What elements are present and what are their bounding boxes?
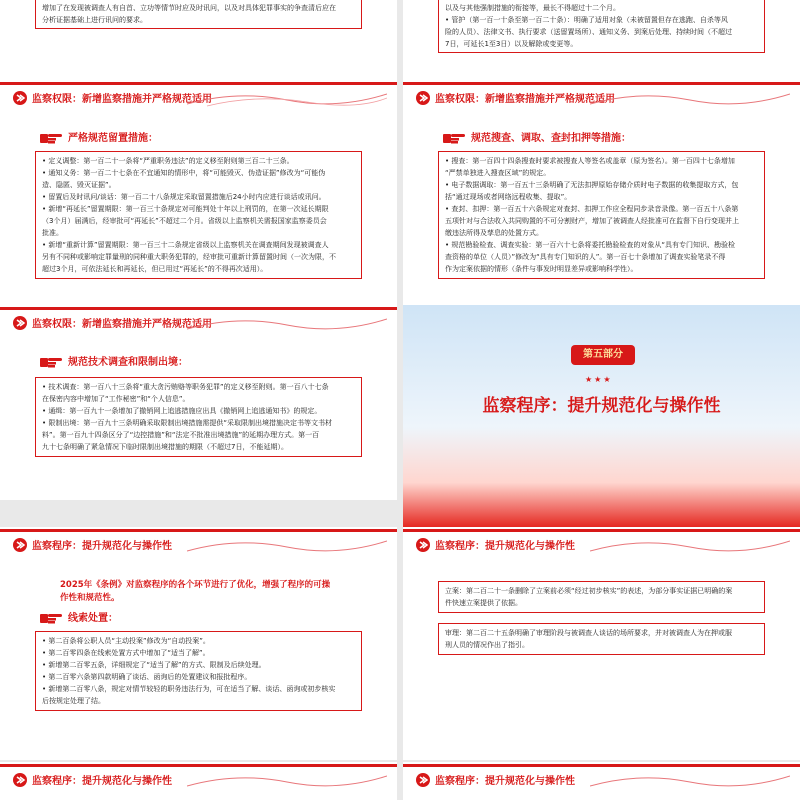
text-line: 括“通过现场或者网络远程收集、提取”。 bbox=[445, 193, 572, 201]
text-line: 以及与其他强制措施的衔接等，最长不得超过十二个月。 bbox=[445, 4, 620, 12]
text-line: • 第二百零四条在线索处置方式中增加了“适当了解”。 bbox=[42, 649, 210, 657]
slide-9 bbox=[403, 762, 800, 800]
chevron-icon bbox=[12, 772, 28, 788]
text-line: 件快速立案提供了依据。 bbox=[445, 599, 522, 607]
text-line: • 定义调整：第一百二十一条将“严重职务违法”的定义移至附则第三百二十三条。 bbox=[42, 157, 294, 165]
text-line: 超过3个月，可依法延长和再延长，但已用过“再延长”的不得再次适用）。 bbox=[42, 265, 268, 273]
text-line: • 新增“再延长”留置期限：第一百三十条规定对可能判处十年以上刑罚的，在第一次延长期限 bbox=[42, 205, 329, 213]
text-box bbox=[35, 631, 362, 711]
text-line: • 电子数据调取：第一百五十三条明确了无法扣押原始存储介质时电子数据的收集提取方式，包 bbox=[445, 181, 739, 189]
text-line: 分析证据基础上进行讯问的要求。 bbox=[42, 16, 147, 24]
text-line: • 第二百零六条第四款明确了谈话、函询后的处置建议和报批程序。 bbox=[42, 673, 252, 681]
text-box bbox=[438, 623, 765, 655]
text-line: 缴违法所得及孳息的处置方式。 bbox=[445, 229, 543, 237]
banner-bar bbox=[403, 764, 800, 767]
text-line: • 新增“重新计算”留置期限：第一百三十二条规定省级以上监察机关在调查期间发现被调查人 bbox=[42, 241, 329, 249]
subheading bbox=[40, 609, 118, 624]
text-line: 立案：第二百二十一条删除了立案前必须“经过初步核实”的表述，为部分事实证据已明确的案 bbox=[445, 587, 733, 595]
banner-title: 监察程序：提升规范化与操作性 bbox=[435, 776, 575, 787]
chevron-icon bbox=[415, 537, 431, 553]
text-line: • 通知义务：第一百二十七条在不宜通知的情形中，将“可能毁灭、伪造证据”修改为“可能伪 bbox=[42, 169, 326, 177]
ribbon-decoration-icon bbox=[590, 533, 790, 557]
subheading-text: 严格规范留置措施： bbox=[68, 133, 158, 144]
text-line: 作为定案依据的情形（条件与事发时明显差异或影响科学性）。 bbox=[445, 265, 638, 273]
text-line: 在保密内容中增加了“工作秘密”和“个人信息”。 bbox=[42, 395, 190, 403]
text-line: “严禁单独进入搜查区域”的规定。 bbox=[445, 169, 551, 177]
banner-title: 监察权限：新增监察措施并严格规范适用 bbox=[32, 94, 212, 105]
cover-title: 监察程序：提升规范化与操作性 bbox=[482, 396, 721, 416]
subheading bbox=[40, 129, 158, 144]
chevron-icon bbox=[12, 315, 28, 331]
pointing-hand-icon bbox=[40, 130, 64, 144]
banner-bar bbox=[0, 307, 397, 310]
text-line: • 查封、扣押：第一百五十六条规定对查封、扣押工作应全程同步录音录像。第一百五十八条第 bbox=[445, 205, 739, 213]
subheading bbox=[40, 353, 188, 368]
banner-bar bbox=[403, 529, 800, 532]
banner-title: 监察权限：新增监察措施并严格规范适用 bbox=[435, 94, 615, 105]
text-line: 九十七条明确了紧急情况下临时限制出境措施的期限（不超过7日，不能延期）。 bbox=[42, 443, 288, 451]
text-line: • 第二百条将公职人员“主动投案”修改为“自动投案”。 bbox=[42, 637, 210, 645]
subheading bbox=[443, 129, 631, 144]
text-line: 增加了在发现被调查人有自首、立功等情节时应及时讯问，以及对具体犯罪事实的争查清后应在 bbox=[42, 4, 336, 12]
section-badge: 第五部分 bbox=[571, 345, 635, 365]
section-banner bbox=[0, 82, 397, 112]
text-box bbox=[35, 377, 362, 457]
text-line: 料”。第一百九十四条区分了“边控措施”和“法定不批准出境措施”的延期办理方式。第一百 bbox=[42, 431, 320, 439]
lead-text: 2025年《条例》对监察程序的各个环节进行了优化，增强了程序的可操作性和规范性。 bbox=[60, 580, 331, 603]
subheading-text: 规范技术调查和限制出境： bbox=[68, 357, 188, 368]
section-banner bbox=[0, 529, 397, 559]
text-line: 批准。 bbox=[42, 229, 63, 237]
section-banner bbox=[403, 764, 800, 794]
text-box bbox=[35, 151, 362, 279]
text-line: • 规范勘验检查、调查实验：第一百六十七条将委托勘验检查的对象从“具有专门知识、勘验检 bbox=[445, 241, 735, 249]
slide-6 bbox=[0, 527, 397, 760]
section-banner bbox=[0, 764, 397, 794]
text-line: 造、隐匿、毁灭证据”。 bbox=[42, 181, 116, 189]
ribbon-decoration-icon bbox=[187, 311, 387, 335]
text-box bbox=[35, 0, 362, 29]
text-line: 后按规定处理了结。 bbox=[42, 697, 105, 705]
slide-7 bbox=[403, 527, 800, 760]
text-line: • 技术调查：第一百八十三条将“重大贪污贿赂等职务犯罪”的定义移至附则。第一百八十七条 bbox=[42, 383, 329, 391]
banner-title: 监察程序：提升规范化与操作性 bbox=[32, 541, 172, 552]
banner-title: 监察程序：提升规范化与操作性 bbox=[32, 776, 172, 787]
text-line: 险的人员）、法律文书、执行要求（送留置场所）、通知义务、到案后处理、持续时间（不超过 bbox=[445, 28, 732, 36]
pointing-hand-icon bbox=[443, 130, 467, 144]
pointing-hand-icon bbox=[40, 354, 64, 368]
ribbon-decoration-icon bbox=[187, 86, 387, 110]
text-line: • 限制出境：第一百九十三条明确采取限制出境措施需提供“采取限制出境措施决定书等文书材 bbox=[42, 419, 332, 427]
text-line: 查资格的单位（人员）”修改为“具有专门知识的人”。第一百七十条增加了调查实验笔录不得 bbox=[445, 253, 726, 261]
ribbon-decoration-icon bbox=[590, 86, 790, 110]
ribbon-decoration-icon bbox=[187, 533, 387, 557]
text-line: 另有不同种或影响定罪量刑的同种重大职务犯罪的，经审批可重新计算留置时间（一次为限，不 bbox=[42, 253, 336, 261]
section-banner bbox=[0, 307, 397, 337]
banner-bar bbox=[403, 82, 800, 85]
text-box bbox=[438, 0, 765, 53]
text-line: • 通缉：第一百九十一条增加了撤销网上追逃措施应出具《撤销网上追逃通知书》的规定。 bbox=[42, 407, 322, 415]
text-line: • 新增第二百零五条，详细规定了“适当了解”的方式、限制及后续处理。 bbox=[42, 661, 266, 669]
text-line: 刑人员的情况作出了指引。 bbox=[445, 641, 529, 649]
slide-2-content bbox=[0, 115, 397, 305]
text-line: • 留置后及时讯问/谈话：第一百二十八条规定采取留置措施后24小时内应进行谈话或讯问。 bbox=[42, 193, 326, 201]
text-box bbox=[438, 581, 765, 613]
banner-bar bbox=[0, 529, 397, 532]
text-line: • 新增第二百零八条，规定对情节较轻的职务违法行为，可在适当了解、谈话、函询或初步核实 bbox=[42, 685, 336, 693]
section-banner bbox=[403, 529, 800, 559]
subheading-text: 线索处置： bbox=[68, 613, 118, 624]
ribbon-decoration-icon bbox=[187, 768, 387, 792]
subheading-text: 规范搜查、调取、查封扣押等措施： bbox=[471, 133, 631, 144]
text-line: • 管护（第一百一十条至第一百二十条）：明确了适用对象（未被留置但存在逃跑、自杀等风 bbox=[445, 16, 728, 24]
slide-8 bbox=[0, 762, 397, 800]
chevron-icon bbox=[415, 772, 431, 788]
chevron-icon bbox=[12, 90, 28, 106]
section-banner bbox=[403, 82, 800, 112]
chevron-icon bbox=[415, 90, 431, 106]
text-line: 五项针对与合法收入共同购置的不可分割财产，增加了被调查人经批准可在监督下自行变现并上 bbox=[445, 217, 739, 225]
ribbon-decoration-icon bbox=[590, 768, 790, 792]
slide-3-content bbox=[403, 115, 800, 305]
star-icon: ★★★ bbox=[585, 375, 613, 384]
text-line: 7日，可延长1至3日）以及解除或变更等。 bbox=[445, 40, 578, 48]
text-box bbox=[438, 151, 765, 279]
text-line: 审理：第二百二十五条明确了审理阶段与被调查人谈话的场所要求，并对被调查人为在押或服 bbox=[445, 629, 732, 637]
banner-bar bbox=[0, 764, 397, 767]
chevron-icon bbox=[12, 537, 28, 553]
text-line: （3个月）届满后，经审批可“再延长”不超过二个月。省级以上监察机关需报国家监察委员会 bbox=[42, 217, 327, 225]
banner-bar bbox=[0, 82, 397, 85]
text-line: • 搜查：第一百四十四条搜查时要求被搜查人等签名或盖章（原为签名）。第一百四十七条增加 bbox=[445, 157, 735, 165]
banner-title: 监察权限：新增监察措施并严格规范适用 bbox=[32, 319, 212, 330]
slide-4 bbox=[0, 305, 397, 500]
cover-slide bbox=[403, 305, 800, 527]
banner-title: 监察程序：提升规范化与操作性 bbox=[435, 541, 575, 552]
pointing-hand-icon bbox=[40, 610, 64, 624]
